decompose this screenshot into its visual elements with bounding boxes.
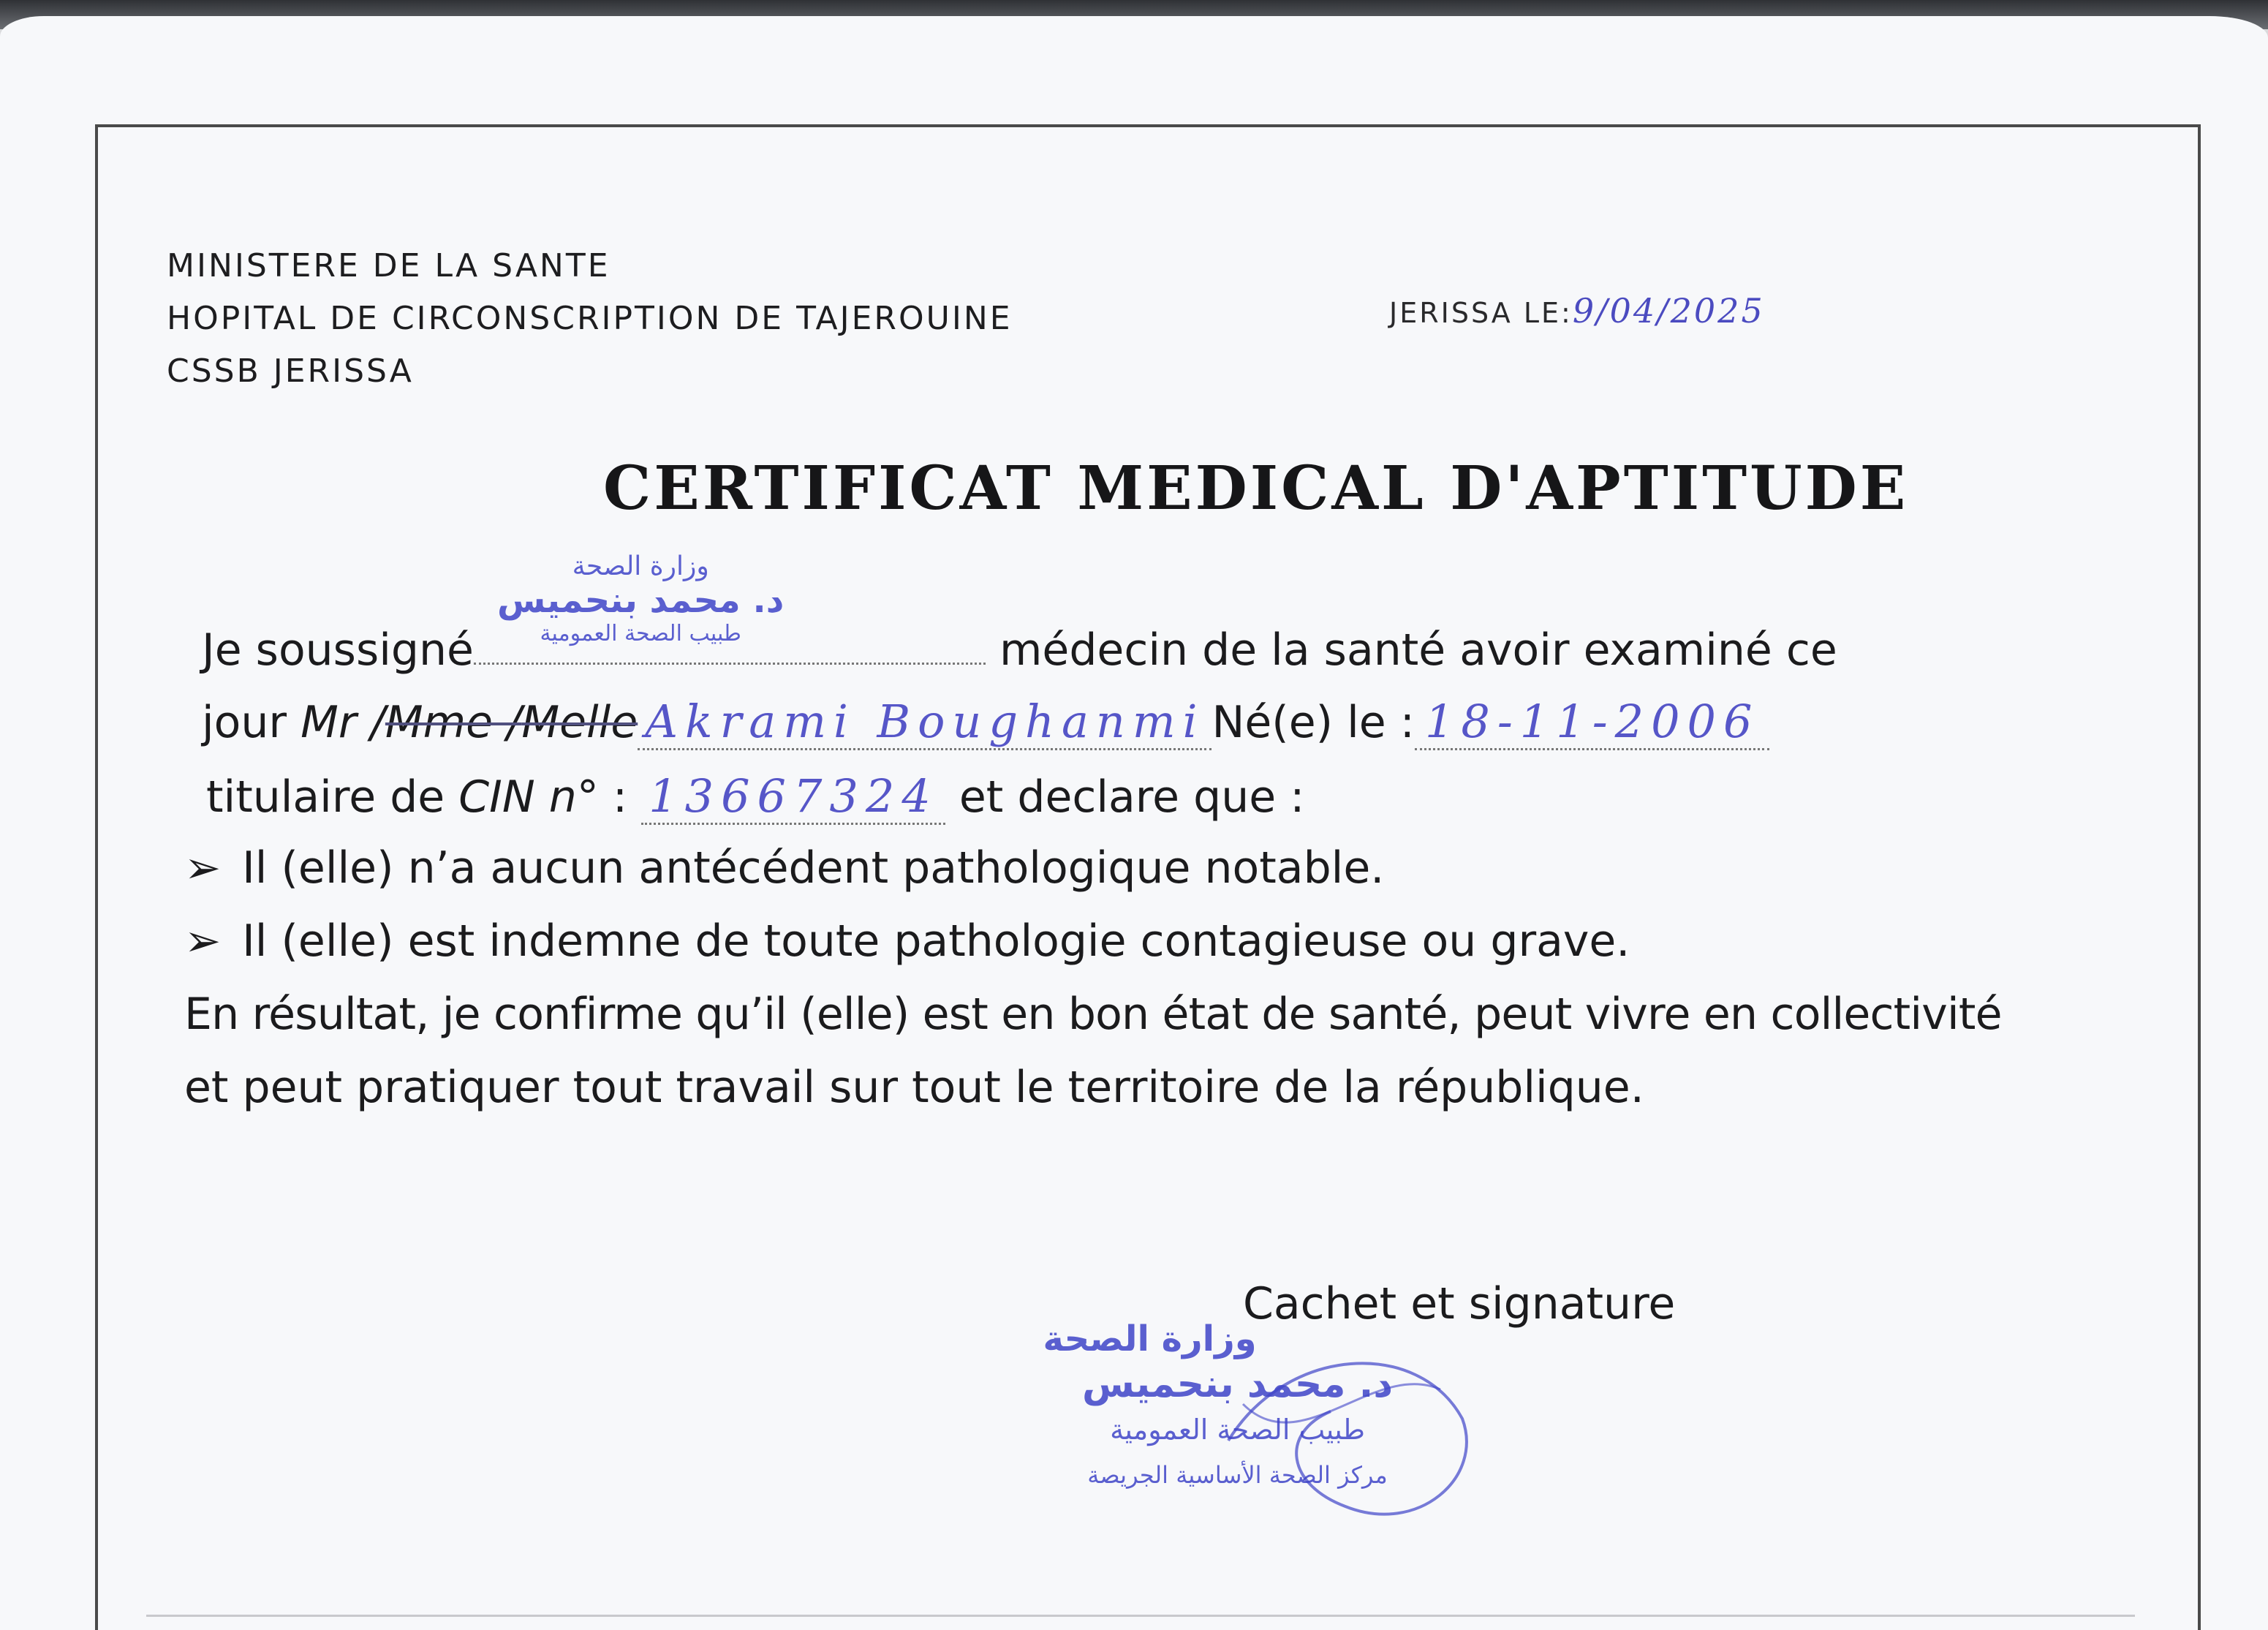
arrow-bullet-icon: ➢ <box>184 842 222 894</box>
birth-date-field <box>1415 695 1769 750</box>
document-title: CERTIFICAT MEDICAL D'APTITUDE <box>603 453 1909 524</box>
date-prefix: JERISSA LE: <box>1389 297 1573 329</box>
bullet-item-2 <box>184 916 1630 967</box>
stamp-bottom-line1: وزارة الصحة <box>1043 1318 1257 1359</box>
line3-end: et declare que : <box>945 771 1305 823</box>
bullet-2-text: Il (elle) est indemne de toute pathologie contagieuse ou grave. <box>242 916 1630 967</box>
bottom-rule <box>146 1615 2135 1617</box>
patient-name-handwritten: Akrami Boughanmi <box>645 695 1205 748</box>
stamp-top-line2: د. محمد بنحميس <box>497 580 785 621</box>
stamp-top-line3: طبيب الصحة العمومية <box>540 621 741 646</box>
signature-scribble <box>1199 1316 1506 1550</box>
ministry-name: MINISTERE DE LA SANTE <box>167 247 611 284</box>
line3-start: titulaire de <box>206 771 459 823</box>
line3-colon: : <box>598 771 642 823</box>
issue-date <box>1389 291 1765 331</box>
stamp-bottom-line2: د. محمد بنحميس <box>1082 1362 1394 1406</box>
salutation-melle: Melle <box>521 697 638 748</box>
arrow-bullet-icon: ➢ <box>184 916 222 967</box>
birth-label: Né(e) le : <box>1212 697 1415 748</box>
cin-field <box>641 769 945 825</box>
hospital-name: HOPITAL DE CIRCONSCRIPTION DE TAJEROUINE <box>167 300 1013 337</box>
stamp-bottom-line3: طبيب الصحة العمومية <box>1110 1414 1365 1446</box>
date-handwritten: 9/04/2025 <box>1572 291 1765 331</box>
salutation-mr: Mr / <box>300 697 385 748</box>
center-name: CSSB JERISSA <box>167 352 414 390</box>
line1-end: médecin de la santé avoir examiné ce <box>999 625 1837 676</box>
line2-start: jour <box>202 697 301 748</box>
stamp-top-line1: وزارة الصحة <box>572 551 709 581</box>
line1-start: Je soussigné <box>202 625 474 676</box>
doctor-name-field <box>474 620 986 665</box>
conclusion-line-1: En résultat, je confirme qu’il (elle) est en bon état de santé, peut vivre en collectivité <box>184 989 2002 1040</box>
body-line-3 <box>206 769 1304 825</box>
conclusion-line-2: et peut pratiquer tout travail sur tout le territoire de la république. <box>184 1062 1644 1113</box>
cin-label: CIN n° <box>458 771 599 823</box>
stamp-bottom-line4: مركز الصحة الأساسية الجريصة <box>1087 1461 1388 1489</box>
bullet-item-1 <box>184 842 1384 894</box>
signature-label: Cachet et signature <box>1243 1278 1676 1329</box>
salutation-mme: Mme / <box>385 697 522 748</box>
cin-handwritten: 13667324 <box>649 769 938 823</box>
birth-date-handwritten: 18-11-2006 <box>1424 695 1760 748</box>
patient-name-field <box>638 695 1212 750</box>
bullet-1-text: Il (elle) n’a aucun antécédent pathologique notable. <box>242 842 1385 894</box>
body-line-1 <box>202 620 1837 676</box>
body-line-2 <box>202 695 1769 750</box>
